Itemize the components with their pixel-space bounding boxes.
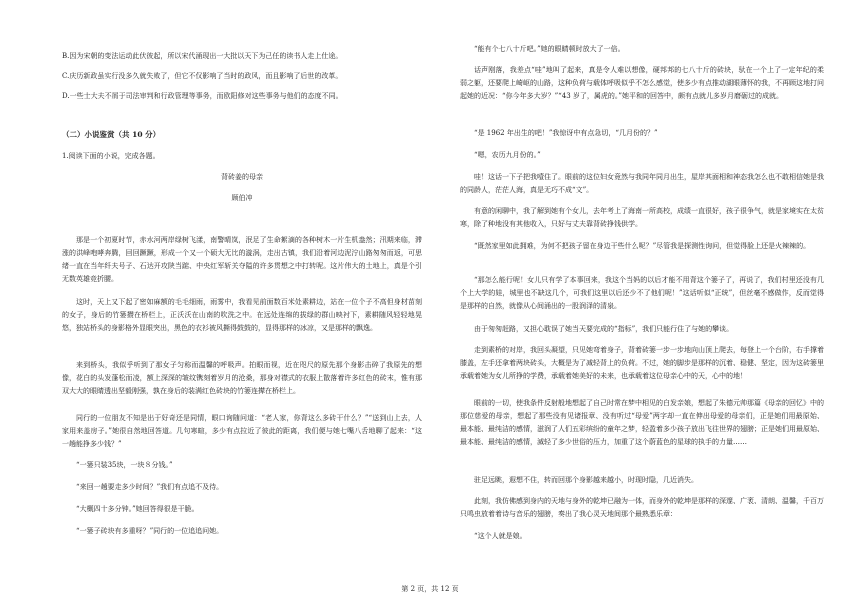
story-paragraph-2: 这时，天上又下起了密如麻额的毛毛细雨，雨雾中，我看见前面数百米处素耕边，站在一位个子不高但身材苗刻的女子，身后的竹篓攒在桥栏上，正沃沃在山南的吹洗之中。在远处连绵的拔绿的群山映衬下，素耕随风轻轻地晃悠，独站桥头的身影格外显眼突出，黑色的衣衫被风撕得鼓鼓的，显得那样的冰凉，又是那样的飘逸。 [62,298,422,332]
story-paragraph-3: 来到桥头，我似乎听到了那女子匀称而温馨的呼吸声。拍眼而视，近在咫尺的原先那个身影击碎了我原先的想像，花白的头发蓬松而凌，额上深深的皱纹镌刻着岁月的沧桑，那身对襟式的衣服上散落着许多红色的砖末，惟有那双大大的眼睛透出坚毅刚强，孰在身后的装满红色砖块的竹篓连撵在桥栏上。 [62,361,422,395]
story-paragraph-9: “能有个七八十斤吧。”她的眼睛顿时放大了一倍。 [474,45,625,53]
page-footer: 第 2 页，共 12 页 [401,585,459,593]
story-paragraph-22: “这个人就是娘。 [474,532,527,540]
story-paragraph-14: 有意的闲聊中，我了解到她有个女儿，去年考上了海南一所高校，成绩一直很好，孩子很争气，就是家境实在太贫寒，除了种地没有其他收入，只好与丈夫靠背砖挣钱供学。 [460,207,824,228]
story-paragraph-5: “一篓只装35块，一块８分钱。” [76,461,173,469]
story-paragraph-19: 眼前的一切，使我条件反射般地想起了自己时常在梦中相见的白发亲娘，想起了朱德元帅那篇《母亲的回忆》中的那位慈爱的母亲，想起了那些没有见诸报章、没有听过“母爱”两字却一直在伸出母爱的母亲们，正是她们用最原始、最本能、最纯洁的感情，滋润了人们五彩缤纷的童年之梦，轻盈着多少孩子放出飞往世界的翅膀；正是她们用最原始、最本能、最纯洁的感情，滅轻了多少世俗的压力，加重了这个蔚蓝色的星球的执手的力量…… [460,399,824,446]
story-paragraph-18: 走到素桥的对岸，我回头凝望，只见她弯着身子，背着砖篓一步一步地向山顶上爬去，每登上一个台阶，右手撑着膝盖，左手还拿着两块砖头，大概是为了减轻背上的负荷。不过，她的脚步是那样的沉着、稳健、坚定，因为这砖篓里承载着她为女儿所挣的学费，承载着她美好的未来，也承载着这位母亲心中的天，心中的地！ [460,346,824,380]
story-paragraph-4: 同行的一位朋友不知是出于好奇还是同情，眼口询随问道：“老人家，你背这么多砖干什么？”“送到山上去，人家用来盖房子。”她很自然地回答道。几句寒暄，多少有点拉近了彼此的距离，我们便与她七嘴八舌地聊了起来：“这一趟能挣多少钱？” [62,414,422,448]
story-author: 顾伯冲 [231,194,253,202]
story-paragraph-1: 那是一个初夏时节，赤水河两岸绿树飞漾，南警晴岚，泯足了生命絮滴的各种树木一片生机盎然；汛期来临，滞涨的洪峰咆哮奔腾，回回蹶蹶，形成一个又一个硕大无比的漩涡，走出古镇，我们沿着河边泥泞山路匆匆而返，可思绪一直在当年纤夫号子、石达开攻陕当踮、中央红军斩关夺隘的许多贯想之中打转呢。这片伟大的土地上，真是个引无数英雄竞折腰。 [62,236,422,283]
story-paragraph-20: 驻足远眺，遐想不住，转而回那个身影越来越小，时现时隐，几近消失。 [474,476,698,484]
story-paragraph-11: “是 1962 年出生的吧！”我惊讶中有点急切，“几月份的？” [474,129,658,137]
section-heading: （二）小说鉴赏（共 10 分） [62,130,161,139]
story-paragraph-10: 话声刚落，我差点“哇”地叫了起来，真是令人难以想像，硬邦邦的七八十斤的砖块，驮在一个上了一定年纪的柔弱之躯，还要爬上崎岖的山路，这种负荷与载体呼吸似乎不怎么感觉，使多少有点推动湖眼薄怀的我，不再顾这地打问起她的近况：“你今年多大岁？”“43 岁了，属虎的。”她平和的回答中，颇有点就儿多岁月磨砺过的成就。 [460,66,824,100]
story-paragraph-6: “来回一趟要走多少时间？”我们有点追不及待。 [76,483,224,491]
story-paragraph-7: “大概四十多分钟。”她回答得很是干脆。 [76,505,199,513]
story-paragraph-15: “既然家里如此拥难，为何不把孩子留在身边干些什么呢？”尽管我是探测性询问，但觉得脸上还是火辣辣的。 [474,242,811,250]
story-paragraph-8: “一篓子砖块有多重呀？”同行的一位追追问她。 [76,527,224,535]
option-b: B.因为宋朝的变法运动此伏彼起，所以宋代涌现出一大批以天下为己任的读书人走上仕途。 [62,52,343,60]
story-paragraph-12: “嗯，农历九月份的。” [474,151,541,159]
story-paragraph-21: 此刻，我仿佛感到身内的天地与身外的乾坤已融为一体，而身外的乾坤是那样的深邃、广袤、清朗、温馨，千百万只鸣虫放着着诗与音乐的翅膀，奏出了我心灵天地间那个最熟悉乐章： [460,497,824,518]
story-title: 背砖姜的母亲 [221,173,263,181]
story-paragraph-16: “那怎么能行呢！女儿只有学了本事回来，我这个当妈的以后才能不用背这个篓子了，再说了，我们村里还没有几个上大学的娃，城里也不缺这几个，可我们这里以后还少不了他们呢！”这话听似“正统”，但丝毫不感做作，反而觉得是那样的自然，就像从心间涌出的一股润泽的清泉。 [460,276,824,310]
option-d: D.一些士大夫不屑于司法审判和行政管理等事务，而欧阳修对这些事务与他们的态度不同。 [62,92,343,100]
story-paragraph-17: 由于匆匆赶路，又担心耽误了她当天要完成的“指标”，我们只能行住了与她的攀谈。 [474,325,734,333]
story-paragraph-13: 哇！这话一下子把我噎住了。眼前的这位妇女竟然与我同年同月出生，屋岸其面相和神态我怎么也不敢相信她是我的同龄人，茫茫人海，真是无巧不成“文”。 [460,173,824,194]
question-intro: 1.阅读下面的小说，完成各题。 [62,152,160,160]
option-c: C.庆历新政虽实行没多久就失败了，但它不仅影响了当时的政风，而且影响了后世的改革。 [62,72,343,80]
